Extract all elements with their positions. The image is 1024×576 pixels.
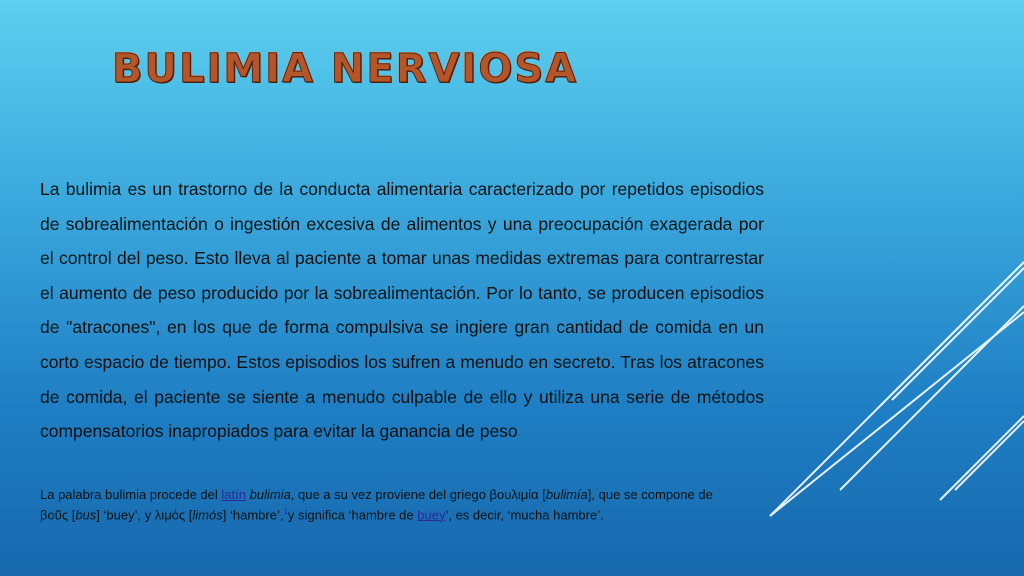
note-text: y significa ‘hambre de [287,506,418,522]
footnote-ref[interactable]: 1 [283,506,288,516]
link-latin[interactable]: latín [221,487,246,502]
note-italic: limós [192,506,223,522]
note-text: ], que se compone de βοῦς [ [40,487,713,522]
deco-line [770,262,1024,516]
note-italic: bulimía [545,487,588,502]
note-text: , que a su vez proviene del griego βουλιμία [ [290,487,546,502]
deco-line [955,421,1024,490]
deco-line [840,306,1024,490]
note-text: ] ‘buey’, y λιμός [ [96,506,193,522]
main-paragraph: La bulimia es un trastorno de la conducta alimentaria caracterizado por repetidos episodios de sobrealimentación o ingestión excesiva de alimentos y una preocupación exagerada por el control del peso. Esto lleva al paciente a tomar unas medidas extremas para contrarrestar el aumento de peso producido por la sobrealimentación. Por lo tanto, se producen episodios de "atracones", en los que de forma compulsiva se ingiere gran cantidad de comida en un corto espacio de tiempo. Estos episodios los sufren a menudo en secreto. Tras los atracones de comida, el paciente se siente a menudo culpable de ello y utiliza una serie de métodos compensatorios inapropiados para evitar la ganancia de peso [40,179,764,442]
note-italic: bulimia [249,487,291,502]
slide-title: BULIMIA NERVIOSA [112,46,579,92]
etymology-note [40,487,740,523]
note-text: La palabra bulimia procede del [40,487,222,502]
link-buey[interactable]: buey [417,506,446,522]
deco-line [940,416,1024,500]
note-italic: bus [75,506,97,522]
deco-line [892,268,1024,400]
deco-line [770,312,1024,516]
note-text: ] ‘hambre’, [222,506,284,522]
note-text: ’, es decir, ‘mucha hambre’. [445,506,604,522]
